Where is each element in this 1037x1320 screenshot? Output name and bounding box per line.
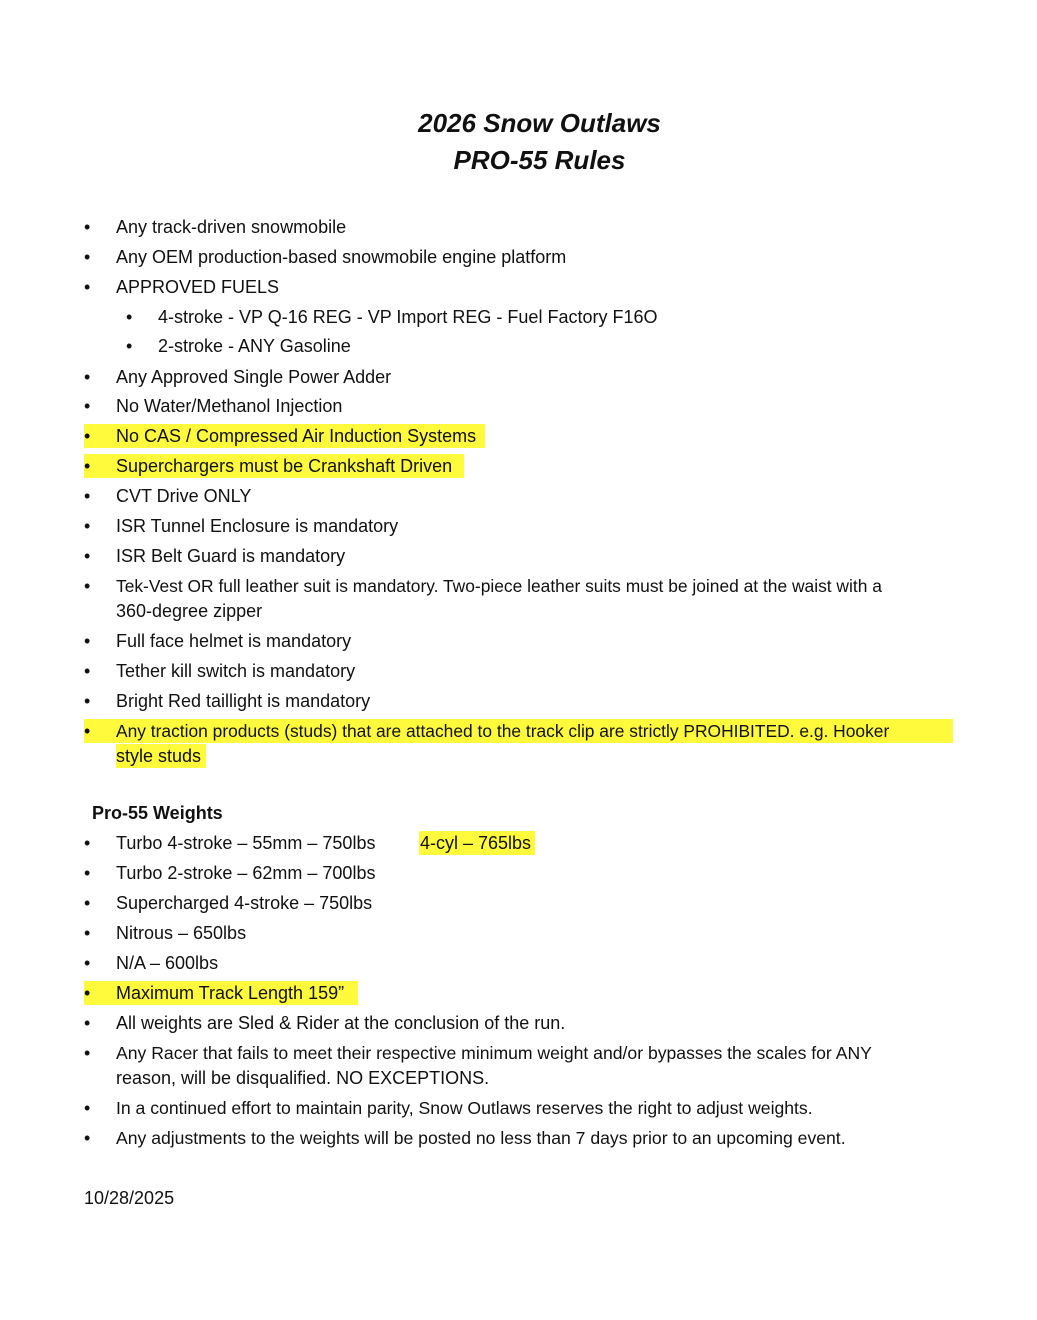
rule-text: Full face helmet is mandatory [116,631,352,651]
document-date: 10/28/2025 [84,1188,175,1208]
bullet-glyph: • [84,456,91,476]
bullet-glyph: • [84,1098,91,1118]
rule-text: Bright Red taillight is mandatory [116,691,371,711]
bullet-glyph: • [84,247,91,267]
rule-text: No Water/Methanol Injection [116,396,343,416]
bullet-glyph: • [126,336,133,356]
bullet-glyph: • [84,486,91,506]
rule-text: Any Approved Single Power Adder [116,367,392,387]
bullet-glyph: • [84,983,91,1003]
weight-text: Nitrous – 650lbs [116,923,247,943]
bullet-glyph: • [84,721,91,741]
bullet-glyph: • [84,923,91,943]
bullet-glyph: • [84,217,91,237]
rule-text: ISR Belt Guard is mandatory [116,546,346,566]
weight-text: N/A – 600lbs [116,953,219,973]
bullet-glyph: • [84,631,91,651]
rule-text: 2-stroke - ANY Gasoline [158,336,351,356]
document-title-line1: 2026 Snow Outlaws [418,108,661,138]
rule-text-line2: style studs [116,746,202,766]
bullet-glyph: • [126,307,133,327]
weight-text: Maximum Track Length 159” [116,983,345,1003]
bullet-glyph: • [84,953,91,973]
weights-heading: Pro-55 Weights [92,803,223,823]
rule-text: ISR Tunnel Enclosure is mandatory [116,516,399,536]
bullet-glyph: • [84,426,91,446]
weight-text: All weights are Sled & Rider at the conclusion of the run. [116,1013,566,1033]
rule-text: Tek-Vest OR full leather suit is mandatory. Two-piece leather suits must be joined at the waist with a [116,576,882,596]
weight-text: Turbo 4-stroke – 55mm – 750lbs [116,833,376,853]
bullet-glyph: • [84,691,91,711]
weight-text: Any adjustments to the weights will be posted no less than 7 days prior to an upcoming event. [116,1128,846,1148]
weight-text: Any Racer that fails to meet their respective minimum weight and/or bypasses the scales for ANY [116,1043,872,1063]
weight-extra-text: 4-cyl – 765lbs [420,833,532,853]
rule-text: Tether kill switch is mandatory [116,661,356,681]
rule-text: Any OEM production-based snowmobile engine platform [116,247,567,267]
rule-text-line2: 360-degree zipper [116,601,263,621]
bullet-glyph: • [84,546,91,566]
bullet-glyph: • [84,1013,91,1033]
bullet-glyph: • [84,576,91,596]
weight-text: Turbo 2-stroke – 62mm – 700lbs [116,863,376,883]
bullet-glyph: • [84,1043,91,1063]
bullet-glyph: • [84,863,91,883]
weight-text-line2: reason, will be disqualified. NO EXCEPTIONS. [116,1068,490,1088]
bullet-glyph: • [84,516,91,536]
weight-text: Supercharged 4-stroke – 750lbs [116,893,373,913]
bullet-glyph: • [84,661,91,681]
rule-text: 4-stroke - VP Q-16 REG - VP Import REG - Fuel Factory F16O [158,307,658,327]
rule-text: Any track-driven snowmobile [116,217,347,237]
bullet-glyph: • [84,1128,91,1148]
bullet-glyph: • [84,277,91,297]
bullet-glyph: • [84,893,91,913]
bullet-glyph: • [84,833,91,853]
rule-text: No CAS / Compressed Air Induction Systems [116,426,477,446]
bullet-glyph: • [84,367,91,387]
rule-text: CVT Drive ONLY [116,486,252,506]
document-title-line2: PRO-55 Rules [453,145,626,175]
weight-text: In a continued effort to maintain parity, Snow Outlaws reserves the right to adjust weights. [116,1098,813,1118]
rule-text: Any traction products (studs) that are attached to the track clip are strictly PROHIBITED. e.g. Hooker [116,721,890,741]
rule-text: APPROVED FUELS [116,277,280,297]
bullet-glyph: • [84,396,91,416]
rule-text: Superchargers must be Crankshaft Driven [116,456,453,476]
